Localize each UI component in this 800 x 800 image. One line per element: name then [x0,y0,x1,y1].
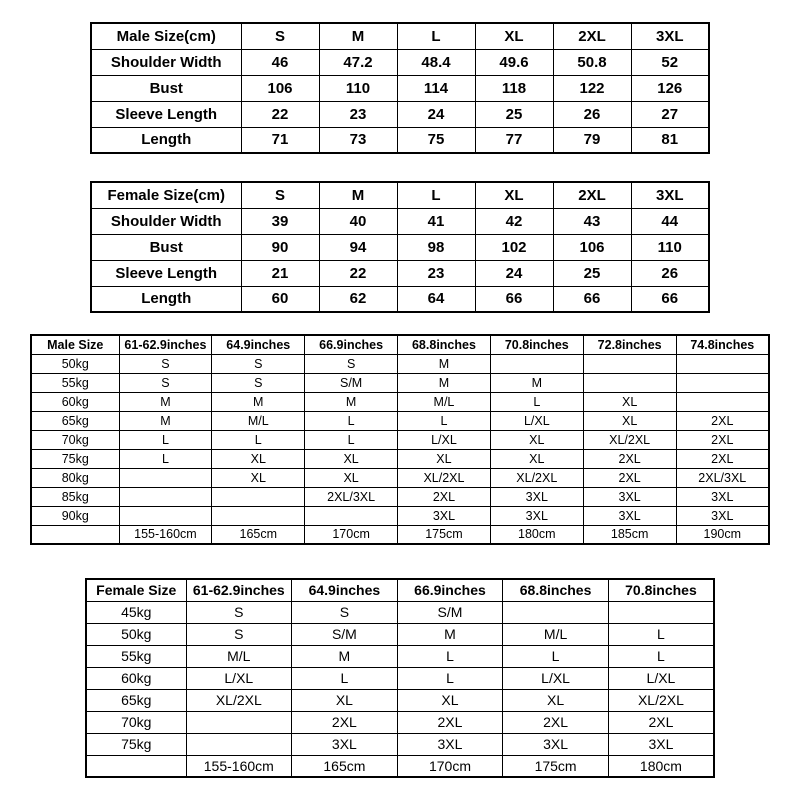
size-cell: 102 [475,234,553,260]
row-label: Bust [91,75,241,101]
size-cell: 49.6 [475,49,553,75]
footer-row [31,525,769,544]
size-cell: 98 [397,234,475,260]
size-cell: S [119,354,212,373]
size-cell [608,601,714,623]
table-row [91,286,709,312]
table-row [86,667,714,689]
size-cell: S [186,601,292,623]
size-cell: 106 [553,234,631,260]
size-cell: 66 [553,286,631,312]
size-cell: XL [305,468,398,487]
size-cell: 26 [553,101,631,127]
column-header: S [241,23,319,49]
row-label: 75kg [31,449,119,468]
size-cell [490,354,583,373]
column-header: 74.8inches [676,335,769,354]
size-cell: 48.4 [397,49,475,75]
size-cell: S/M [305,373,398,392]
size-cell: M [398,373,491,392]
row-label: Sleeve Length [91,101,241,127]
size-cell: 3XL [503,733,609,755]
header-row [91,182,709,208]
size-cell: L [398,411,491,430]
size-cell: L [305,430,398,449]
table-row [91,208,709,234]
row-label: 55kg [31,373,119,392]
size-cell: S [292,601,398,623]
column-header: 68.8inches [503,579,609,601]
row-label: 70kg [31,430,119,449]
size-cell: 66 [475,286,553,312]
row-label: 60kg [31,392,119,411]
male-size-cm-table [90,22,710,154]
male-size-cm-table-container [90,22,710,154]
table-title-cell: Male Size [31,335,119,354]
size-cell: S [119,373,212,392]
size-cell: XL/2XL [608,689,714,711]
size-cell: 21 [241,260,319,286]
size-cell: XL/2XL [583,430,676,449]
row-label: 85kg [31,487,119,506]
table-row [91,234,709,260]
size-cell: L [608,645,714,667]
size-cell: S [186,623,292,645]
size-cell: 42 [475,208,553,234]
table-row [86,601,714,623]
size-cell [676,392,769,411]
size-cell: XL [398,449,491,468]
header-row [86,579,714,601]
size-cell: 3XL [676,506,769,525]
size-cell: 114 [397,75,475,101]
size-cell [503,601,609,623]
size-cell: 2XL [676,449,769,468]
table-row [91,49,709,75]
size-cell: 46 [241,49,319,75]
column-header: 70.8inches [608,579,714,601]
size-cell: L/XL [490,411,583,430]
column-header: 66.9inches [397,579,503,601]
size-cell: 64 [397,286,475,312]
size-cell: M/L [212,411,305,430]
size-cell: M/L [503,623,609,645]
size-cell: 43 [553,208,631,234]
column-header: 64.9inches [292,579,398,601]
size-cell: L [212,430,305,449]
row-label: 45kg [86,601,186,623]
size-cell: 2XL/3XL [676,468,769,487]
row-label: 60kg [86,667,186,689]
size-cell: 2XL [503,711,609,733]
female-size-height-weight-table [85,578,715,778]
size-cell [583,373,676,392]
size-cell: 165cm [212,525,305,544]
female-size-cm-table-container [90,181,710,313]
size-cell: XL [583,392,676,411]
table-row [86,623,714,645]
size-cell: L [397,645,503,667]
footer-row [86,755,714,777]
size-cell: 170cm [305,525,398,544]
size-cell: 155-160cm [186,755,292,777]
size-cell: XL [503,689,609,711]
row-label: 65kg [31,411,119,430]
size-cell: L [397,667,503,689]
size-cell: M/L [186,645,292,667]
size-cell: L/XL [186,667,292,689]
table-title-cell: Female Size(cm) [91,182,241,208]
row-label [86,755,186,777]
size-cell: 23 [319,101,397,127]
size-cell: 2XL [397,711,503,733]
size-cell [186,733,292,755]
size-cell [305,506,398,525]
size-cell: 106 [241,75,319,101]
column-header: 61-62.9inches [186,579,292,601]
table-title-cell: Male Size(cm) [91,23,241,49]
column-header: 66.9inches [305,335,398,354]
size-cell: 185cm [583,525,676,544]
size-cell: 77 [475,127,553,153]
row-label: 75kg [86,733,186,755]
size-cell: M [119,411,212,430]
size-cell: XL [490,430,583,449]
male-size-height-weight-table [30,334,770,545]
column-header: XL [475,182,553,208]
table-row [31,354,769,373]
size-cell: M [305,392,398,411]
size-cell: 3XL [490,487,583,506]
table-row [91,101,709,127]
column-header: M [319,182,397,208]
size-cell: 71 [241,127,319,153]
row-label: Length [91,286,241,312]
size-cell: 3XL [608,733,714,755]
size-cell: 94 [319,234,397,260]
row-label: 65kg [86,689,186,711]
table-row [31,468,769,487]
size-cell: 190cm [676,525,769,544]
size-cell: 180cm [608,755,714,777]
size-cell: 25 [553,260,631,286]
row-label [31,525,119,544]
size-cell: 2XL [583,449,676,468]
size-cell: 2XL [676,411,769,430]
size-cell: 50.8 [553,49,631,75]
size-cell: 26 [631,260,709,286]
header-row [31,335,769,354]
size-cell: 3XL [397,733,503,755]
size-cell: 44 [631,208,709,234]
size-cell: 47.2 [319,49,397,75]
table-row [91,127,709,153]
size-cell: 175cm [503,755,609,777]
size-cell: M [119,392,212,411]
size-cell: XL [305,449,398,468]
size-cell: L [305,411,398,430]
table-title-cell: Female Size [86,579,186,601]
column-header: L [397,23,475,49]
size-cell: 52 [631,49,709,75]
table-row [86,645,714,667]
size-cell: 22 [241,101,319,127]
size-cell: 110 [319,75,397,101]
size-cell: 41 [397,208,475,234]
size-cell: 24 [397,101,475,127]
size-cell: 90 [241,234,319,260]
size-cell: XL/2XL [490,468,583,487]
column-header: 61-62.9inches [119,335,212,354]
row-label: Sleeve Length [91,260,241,286]
size-cell [583,354,676,373]
size-cell: XL [397,689,503,711]
table-row [31,411,769,430]
male-size-height-weight-table-container [30,334,770,545]
size-cell [186,711,292,733]
size-cell: 81 [631,127,709,153]
size-cell: 170cm [397,755,503,777]
size-cell: 3XL [583,487,676,506]
size-cell: L/XL [398,430,491,449]
size-cell [119,506,212,525]
size-cell: 122 [553,75,631,101]
column-header: 3XL [631,23,709,49]
size-cell: 155-160cm [119,525,212,544]
size-cell: 60 [241,286,319,312]
size-cell: XL [490,449,583,468]
size-cell: M [398,354,491,373]
size-cell: 25 [475,101,553,127]
size-cell: M [490,373,583,392]
column-header: L [397,182,475,208]
table-row [91,75,709,101]
table-row [31,373,769,392]
size-cell: 3XL [583,506,676,525]
size-cell [212,487,305,506]
row-label: 50kg [31,354,119,373]
size-cell: S [305,354,398,373]
column-header: S [241,182,319,208]
size-cell: 73 [319,127,397,153]
row-label: 70kg [86,711,186,733]
size-cell [119,468,212,487]
size-cell: 27 [631,101,709,127]
size-cell: S [212,373,305,392]
size-cell: 24 [475,260,553,286]
size-cell: XL [212,449,305,468]
column-header: XL [475,23,553,49]
size-cell: XL [292,689,398,711]
header-row [91,23,709,49]
table-row [86,689,714,711]
size-cell: 22 [319,260,397,286]
size-cell: 40 [319,208,397,234]
row-label: Length [91,127,241,153]
table-row [86,711,714,733]
size-cell: 62 [319,286,397,312]
table-row [31,449,769,468]
size-cell: 2XL [398,487,491,506]
table-row [31,487,769,506]
size-cell: L [119,449,212,468]
size-cell: 79 [553,127,631,153]
size-cell: L [292,667,398,689]
size-cell: M/L [398,392,491,411]
size-cell: L [503,645,609,667]
size-cell: M [292,645,398,667]
size-cell: S [212,354,305,373]
size-cell: L [608,623,714,645]
size-cell: 2XL [676,430,769,449]
size-cell: S/M [397,601,503,623]
size-cell: 175cm [398,525,491,544]
size-cell: 66 [631,286,709,312]
size-cell [212,506,305,525]
row-label: 50kg [86,623,186,645]
row-label: 90kg [31,506,119,525]
table-row [31,392,769,411]
row-label: Bust [91,234,241,260]
table-row [31,430,769,449]
size-cell: XL [583,411,676,430]
size-cell: 165cm [292,755,398,777]
column-header: 72.8inches [583,335,676,354]
size-cell: L/XL [608,667,714,689]
size-cell: 2XL/3XL [305,487,398,506]
size-cell: 118 [475,75,553,101]
size-cell: 39 [241,208,319,234]
size-cell: 180cm [490,525,583,544]
row-label: Shoulder Width [91,49,241,75]
size-cell: 3XL [676,487,769,506]
column-header: 64.9inches [212,335,305,354]
size-cell: S/M [292,623,398,645]
size-cell: L/XL [503,667,609,689]
female-size-cm-table [90,181,710,313]
row-label: 55kg [86,645,186,667]
size-cell: 2XL [608,711,714,733]
table-row [91,260,709,286]
size-cell: L [119,430,212,449]
size-cell: XL/2XL [398,468,491,487]
size-cell: XL/2XL [186,689,292,711]
female-size-height-weight-table-container [85,578,715,778]
size-cell: 3XL [398,506,491,525]
size-cell: 2XL [292,711,398,733]
column-header: 2XL [553,182,631,208]
row-label: 80kg [31,468,119,487]
size-cell [119,487,212,506]
size-cell: 110 [631,234,709,260]
column-header: 68.8inches [398,335,491,354]
size-cell: M [212,392,305,411]
size-cell [676,373,769,392]
column-header: 3XL [631,182,709,208]
size-cell: 3XL [292,733,398,755]
size-cell: M [397,623,503,645]
size-cell: 3XL [490,506,583,525]
row-label: Shoulder Width [91,208,241,234]
column-header: 2XL [553,23,631,49]
size-cell: 2XL [583,468,676,487]
column-header: M [319,23,397,49]
size-cell: XL [212,468,305,487]
column-header: 70.8inches [490,335,583,354]
size-cell: 126 [631,75,709,101]
table-row [86,733,714,755]
size-cell: L [490,392,583,411]
table-row [31,506,769,525]
size-cell: 23 [397,260,475,286]
size-cell [676,354,769,373]
size-cell: 75 [397,127,475,153]
